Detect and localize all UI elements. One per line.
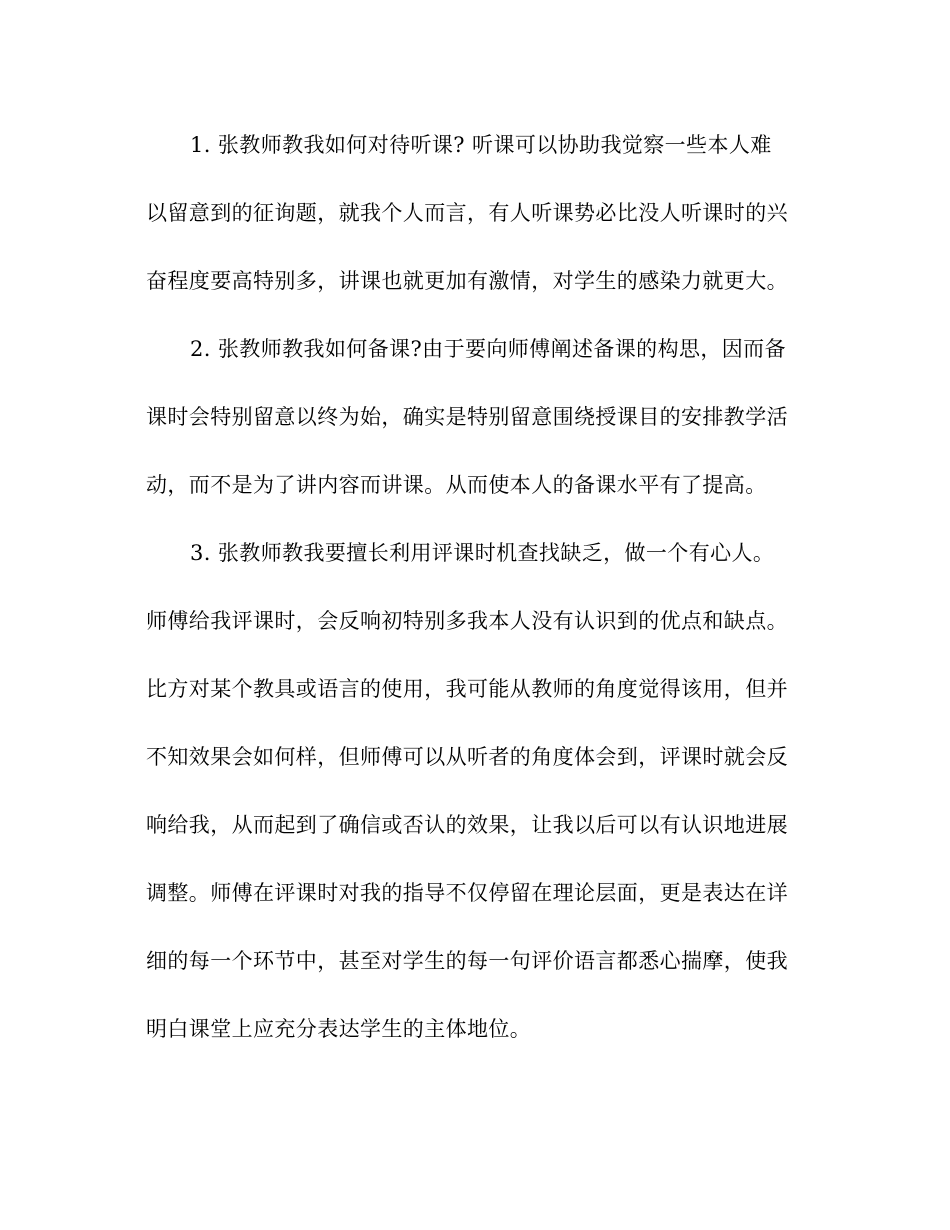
paragraph-3-line-1: 3. 张教师教我要擅长利用评课时机查找缺乏，做一个有心人。 [190,541,775,565]
paragraph-2-line-3: 动，而不是为了讲内容而讲课。从而使本人的备课水平有了提高。 [146,473,767,497]
paragraph-3-line-8: 明白课堂上应充分表达学生的主体地位。 [146,1017,532,1041]
paragraph-3-line-4: 不知效果会如何样，但师傅可以从听者的角度体会到，评课时就会反 [146,745,788,769]
paragraph-3-line-7: 细的每一个环节中，甚至对学生的每一句评价语言都悉心揣摩，使我 [146,949,788,973]
paragraph-2-line-2: 课时会特别留意以终为始，确实是特别留意围绕授课目的安排教学活 [146,405,788,429]
paragraph-3-line-5: 响给我，从而起到了确信或否认的效果，让我以后可以有认识地进展 [146,813,788,837]
paragraph-1-line-3: 奋程度要高特别多，讲课也就更加有激情，对学生的感染力就更大。 [146,269,788,293]
paragraph-1-line-1: 1. 张教师教我如何对待听课? 听课可以协助我觉察一些本人难 [190,133,772,157]
paragraph-3-line-3: 比方对某个教具或语言的使用，我可能从教师的角度觉得该用，但并 [146,677,788,701]
paragraph-3-line-2: 师傅给我评课时，会反响初特别多我本人没有认识到的优点和缺点。 [146,609,788,633]
paragraph-2-line-1: 2. 张教师教我如何备课?由于要向师傅阐述备课的构思，因而备 [190,337,786,361]
paragraph-1-line-2: 以留意到的征询题，就我个人而言，有人听课势必比没人听课时的兴 [146,201,788,225]
paragraph-3-line-6: 调整。师傅在评课时对我的指导不仅停留在理论层面，更是表达在详 [146,881,788,905]
